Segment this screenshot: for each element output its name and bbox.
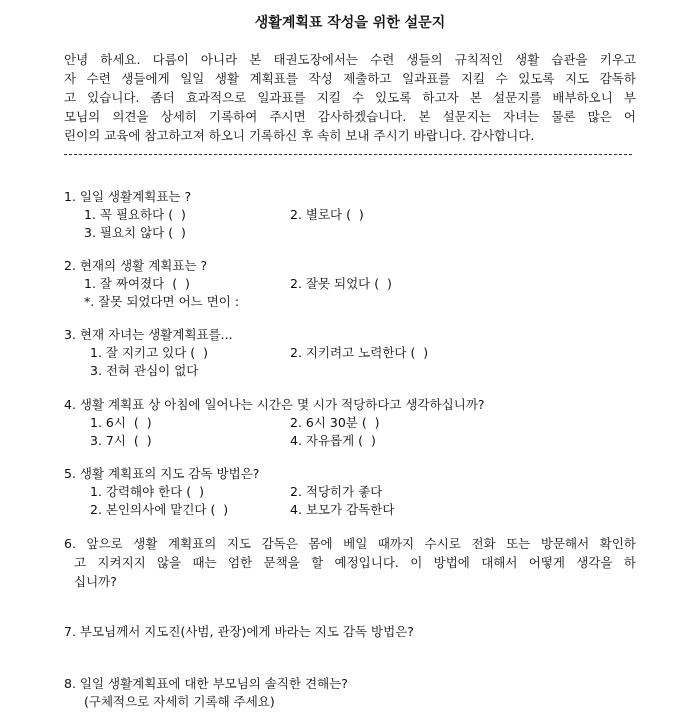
- option: 2. 잘못 되었다 ( ): [290, 276, 392, 291]
- question-text: 2. 현재의 생활 계획표는 ?: [64, 258, 208, 273]
- option: 3. 7시 ( ): [90, 433, 152, 448]
- option: 2. 6시 30분 ( ): [290, 415, 380, 430]
- intro-line: 고 있습니다. 좀더 효과적으로 일과표를 지킬 수 있도록 하고자 본 설문지를 배부하오니 부: [64, 90, 636, 105]
- option: 1. 강력해야 한다 ( ): [90, 484, 204, 499]
- question-text: 3. 현재 자녀는 생활계획표를...: [64, 327, 233, 342]
- options-row: [64, 293, 644, 311]
- note: *. 잘못 되었다면 어느 면이 :: [84, 294, 240, 309]
- intro-line: 안녕 하세요. 다름이 아니라 본 태권도장에서는 수련 생들의 규칙적인 생활 습관을 키우고: [64, 52, 636, 67]
- intro-line: 자 수련 생들에게 일일 생활 계획표를 작성 제출하고 일과표를 지킬 수 있도록 지도 감독하: [64, 71, 636, 86]
- question-text: 4. 생활 계획표 상 아침에 일어나는 시간은 몇 시가 적당하다고 생각하십니까?: [64, 397, 485, 412]
- option: 2. 지키려고 노력한다 ( ): [290, 345, 429, 360]
- question-3: [64, 326, 644, 380]
- question-6: [64, 534, 636, 591]
- option: 2. 적당히가 좋다: [290, 484, 383, 499]
- question-5: [64, 465, 644, 519]
- question-4: [64, 396, 644, 450]
- question-text: 6. 앞으로 생활 계획표의 지도 감독은 몸에 베일 때까지 수시로 전화 또는 방문해서 확인하: [64, 536, 636, 551]
- options-row: [64, 344, 644, 362]
- options-row: [64, 432, 644, 450]
- intro-line: 린이의 교육에 참고하고져 하오니 기록하신 후 속히 보내 주시기 바랍니다. 감사합니다.: [64, 128, 535, 143]
- options-row: [64, 275, 644, 293]
- options-row: [64, 414, 644, 432]
- question-text: 5. 생활 계획표의 지도 감독 방법은?: [64, 466, 260, 481]
- options-row: [64, 362, 644, 380]
- intro-line: 모님의 의견을 상세히 기록하여 주시면 감사하겠습니다. 본 설문지는 자녀는 물론 많은 어: [64, 109, 636, 124]
- sub-instruction-row: [64, 693, 644, 711]
- question-text: 십니까?: [74, 574, 117, 589]
- option: 3. 필요치 않다 ( ): [84, 225, 186, 240]
- question-7: [64, 623, 644, 641]
- option: 1. 잘 짜여졌다 ( ): [84, 276, 190, 291]
- document-title: 생활계획표 작성을 위한 설문지: [254, 15, 446, 31]
- options-row: [64, 483, 644, 501]
- option: 2. 본인의사에 맡긴다 ( ): [90, 502, 229, 517]
- question-1: [64, 188, 644, 242]
- option: 4. 자유롭게 ( ): [290, 433, 376, 448]
- dashed-divider: [64, 154, 632, 155]
- options-row: [64, 501, 644, 519]
- sub-instruction: (구체적으로 자세히 기록해 주세요): [84, 694, 275, 709]
- question-text: 1. 일일 생활계획표는 ?: [64, 189, 192, 204]
- question-8: [64, 675, 644, 711]
- options-row: [64, 224, 644, 242]
- question-text: 8. 일일 생활계획표에 대한 부모님의 솔직한 견해는?: [64, 676, 348, 691]
- option: 2. 별로다 ( ): [290, 207, 364, 222]
- option: 1. 6시 ( ): [90, 415, 152, 430]
- option: 3. 전혀 관심이 없다: [90, 363, 199, 378]
- option: 1. 꼭 필요하다 ( ): [84, 207, 186, 222]
- options-row: [64, 206, 644, 224]
- option: 4. 보모가 감독한다: [290, 502, 395, 517]
- option: 1. 잘 지키고 있다 ( ): [90, 345, 208, 360]
- question-text: 고 지켜지지 않을 때는 엄한 문책을 할 예정입니다. 이 방법에 대해서 어떻게 생각을 하: [74, 555, 636, 570]
- question-2: [64, 257, 644, 311]
- intro-paragraph: [64, 50, 636, 145]
- question-text: 7. 부모님께서 지도진(사범, 관장)에게 바라는 지도 감독 방법은?: [64, 624, 414, 639]
